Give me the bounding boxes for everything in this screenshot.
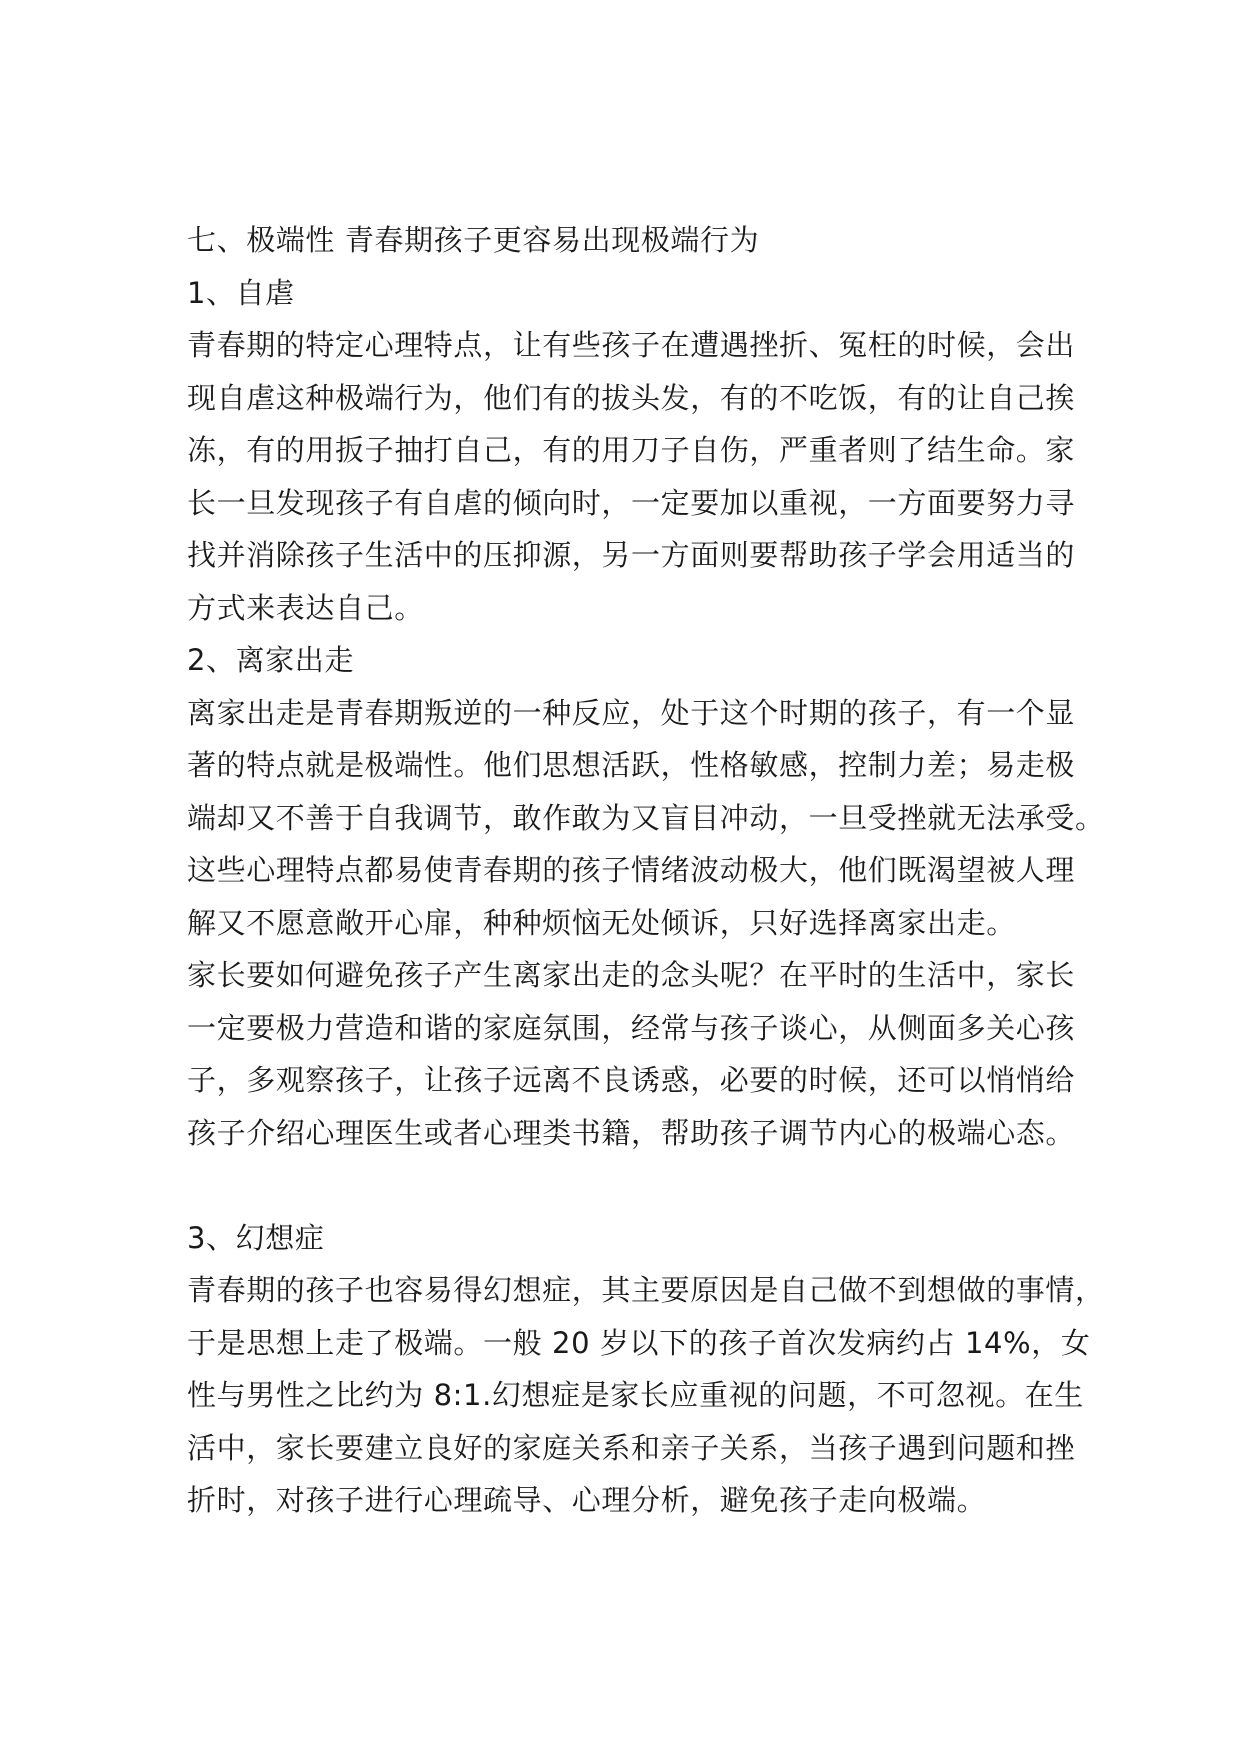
- part-2-paragraph: [187, 687, 1105, 1160]
- paragraph-line: 青春期的特定心理特点，让有些孩子在遭遇挫折、冤枉的时候，会出: [187, 328, 1076, 362]
- document-body: [187, 214, 1105, 1527]
- paragraph-line: 青春期的孩子也容易得幻想症，其主要原因是自己做不到想做的事情，: [187, 1273, 1105, 1307]
- paragraph-line: 活中，家长要建立良好的家庭关系和亲子关系，当孩子遇到问题和挫: [187, 1430, 1076, 1465]
- section-title: 七、极端性 青春期孩子更容易出现极端行为: [187, 223, 760, 257]
- part-3-heading: 3、幻想症: [187, 1220, 325, 1255]
- paragraph-line: 于是思想上走了极端。一般 20 岁以下的孩子首次发病约占 14%，女: [187, 1325, 1091, 1360]
- paragraph-line: 解又不愿意敞开心扉，种种烦恼无处倾诉，只好选择离家出走。: [187, 905, 1016, 940]
- paragraph-line: 找并消除孩子生活中的压抑源，另一方面则要帮助孩子学会用适当的: [187, 538, 1076, 572]
- part-2-heading: 2、离家出走: [187, 643, 355, 677]
- paragraph-line: 冻，有的用扳子抽打自己，有的用刀子自伤，严重者则了结生命。家: [187, 433, 1076, 467]
- blank-line: [187, 1159, 1057, 1212]
- paragraph-line: 端却又不善于自我调节，敢作敢为又盲目冲动，一旦受挫就无法承受。: [187, 800, 1105, 835]
- paragraph-line: 一定要极力营造和谐的家庭氛围，经常与孩子谈心，从侧面多关心孩: [187, 1010, 1076, 1045]
- part-3-paragraph: [187, 1264, 1105, 1527]
- paragraph-line: 长一旦发现孩子有自虐的倾向时，一定要加以重视，一方面要努力寻: [187, 485, 1076, 520]
- part-1-heading: 1、自虐: [187, 275, 295, 310]
- paragraph-line: 性与男性之比约为 8:1.幻想症是家长应重视的问题，不可忽视。在生: [187, 1378, 1084, 1412]
- paragraph-line: 孩子介绍心理医生或者心理类书籍，帮助孩子调节内心的极端心态。: [187, 1115, 1076, 1150]
- paragraph-line: 现自虐这种极端行为，他们有的拔头发，有的不吃饭，有的让自己挨: [187, 380, 1076, 415]
- part-1-paragraph: [187, 319, 1076, 634]
- paragraph-line: 著的特点就是极端性。他们思想活跃，性格敏感，控制力差；易走极: [187, 748, 1076, 782]
- paragraph-line: 子，多观察孩子，让孩子远离不良诱惑，必要的时候，还可以悄悄给: [187, 1063, 1076, 1097]
- paragraph-line: 家长要如何避免孩子产生离家出走的念头呢？在平时的生活中，家长: [187, 958, 1076, 992]
- paragraph-line: 这些心理特点都易使青春期的孩子情绪波动极大，他们既渴望被人理: [187, 853, 1076, 887]
- paragraph-line: 折时，对孩子进行心理疏导、心理分析，避免孩子走向极端。: [187, 1483, 987, 1517]
- paragraph-line: 方式来表达自己。: [187, 590, 424, 625]
- paragraph-line: 离家出走是青春期叛逆的一种反应，处于这个时期的孩子，有一个显: [187, 695, 1076, 730]
